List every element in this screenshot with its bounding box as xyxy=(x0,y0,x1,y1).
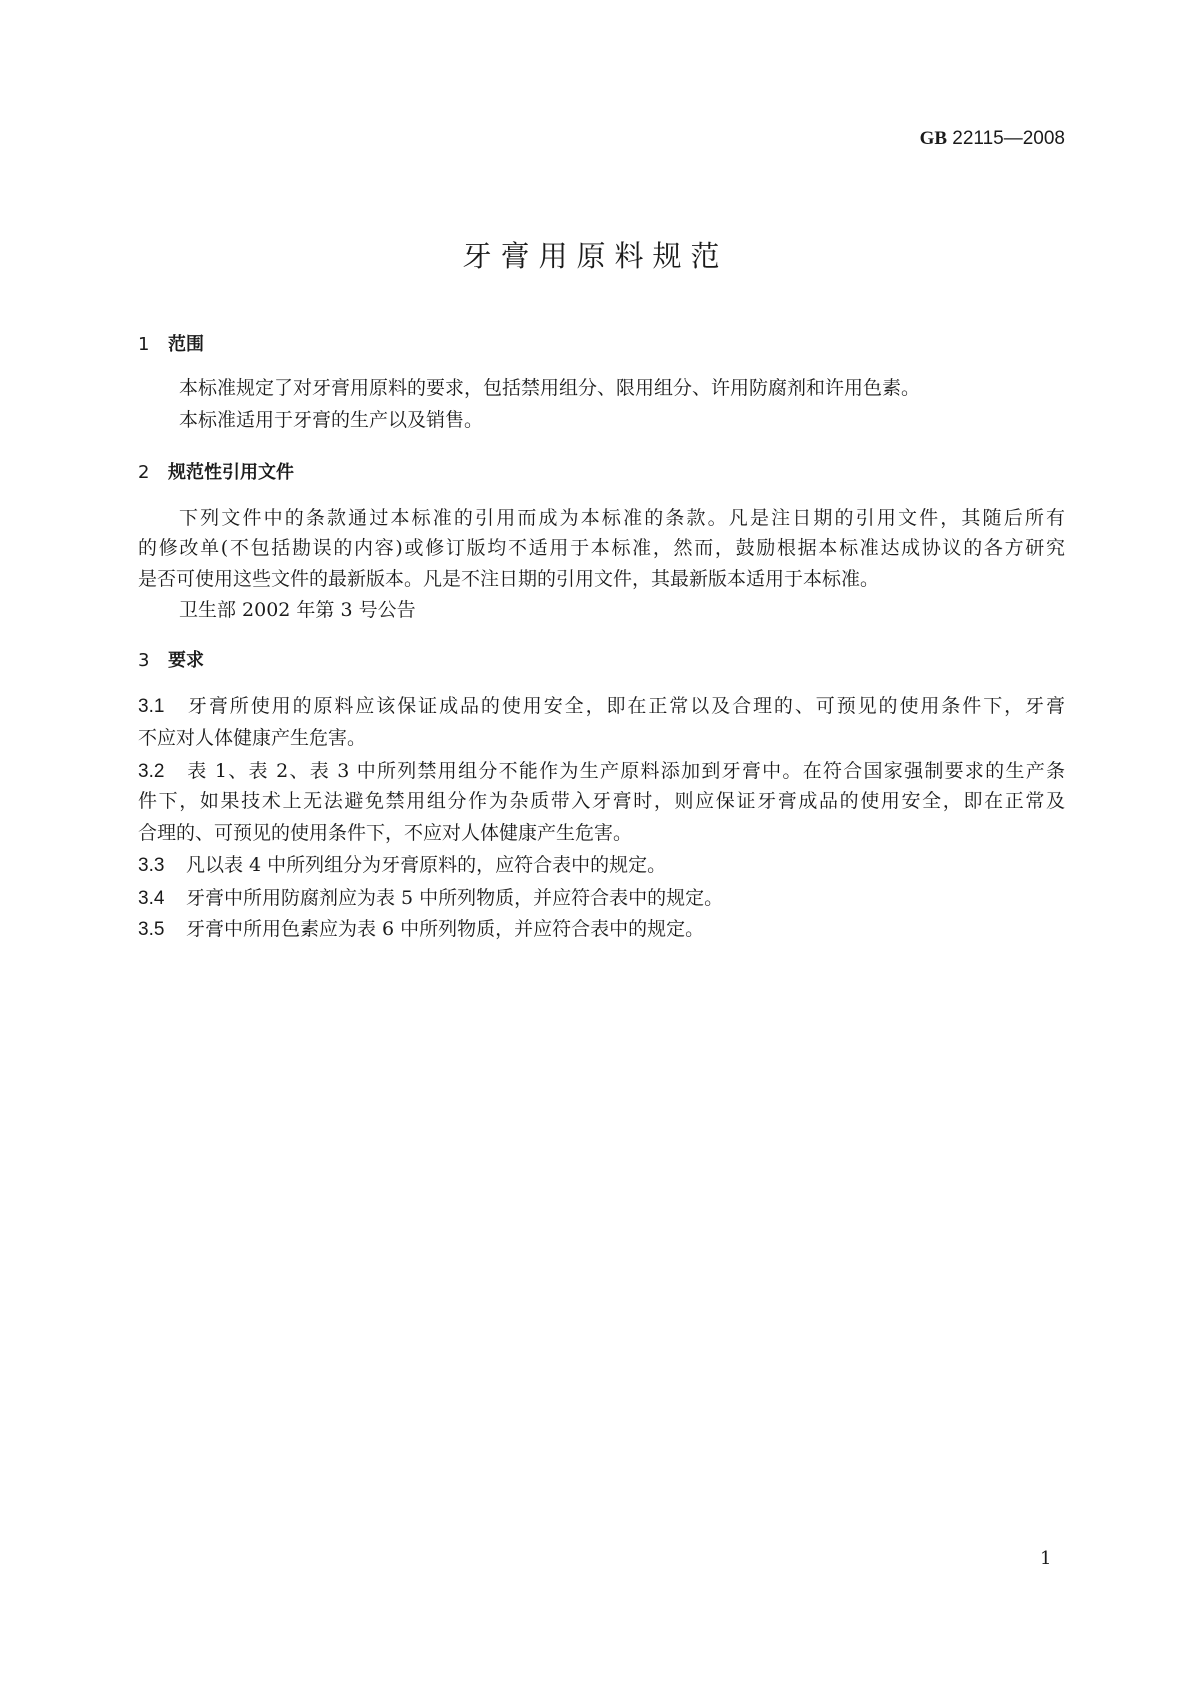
paragraph-line: 本标准适用于牙膏的生产以及销售。 xyxy=(179,409,484,431)
section-heading-normative-references xyxy=(138,458,294,484)
clause-text: 合理的、可预见的使用条件下，不应对人体健康产生危害。 xyxy=(138,822,633,844)
standard-code: 22115—2008 xyxy=(952,128,1065,149)
paragraph-line: 的修改单(不包括勘误的内容)或修订版均不适用于本标准，然而，鼓励根据本标准达成协议的各方研究 xyxy=(138,537,1065,559)
clause-text: 件下，如果技术上无法避免禁用组分作为杂质带入牙膏时，则应保证牙膏成品的使用安全，即在正常及 xyxy=(138,790,1065,812)
paragraph-line: 本标准规定了对牙膏用原料的要求，包括禁用组分、限用组分、许用防腐剂和许用色素。 xyxy=(179,377,921,399)
clause-3-5-line xyxy=(138,917,1065,942)
section-title: 要求 xyxy=(168,650,204,671)
clause-number: 3.5 xyxy=(138,919,165,940)
section-number: 2 xyxy=(138,462,150,483)
clause-number: 3.2 xyxy=(138,761,165,782)
referenced-document: 卫生部 2002 年第 3 号公告 xyxy=(179,599,416,621)
clause-text: 牙膏中所用防腐剂应为表 5 中所列物质，并应符合表中的规定。 xyxy=(186,887,724,909)
paragraph-line: 是否可使用这些文件的最新版本。凡是不注日期的引用文件，其最新版本适用于本标准。 xyxy=(138,568,880,590)
clause-number: 3.1 xyxy=(138,696,165,717)
clause-number: 3.4 xyxy=(138,888,165,909)
clause-text: 不应对人体健康产生危害。 xyxy=(138,727,367,749)
clause-number: 3.3 xyxy=(138,855,165,876)
clause-3-4-line xyxy=(138,886,1065,911)
paragraph-line: 下列文件中的条款通过本标准的引用而成为本标准的条款。凡是注日期的引用文件，其随后所有 xyxy=(179,507,1065,529)
section-heading-requirements xyxy=(138,646,204,672)
standard-prefix: GB xyxy=(919,128,948,149)
section-number: 1 xyxy=(138,334,150,355)
clause-3-3-line xyxy=(138,853,1065,878)
clause-text: 凡以表 4 中所列组分为牙膏原料的，应符合表中的规定。 xyxy=(186,854,667,876)
clause-text: 牙膏中所用色素应为表 6 中所列物质，并应符合表中的规定。 xyxy=(186,918,705,940)
clause-text: 牙膏所使用的原料应该保证成品的使用安全，即在正常以及合理的、可预见的使用条件下，牙膏 xyxy=(186,695,1065,717)
clause-text: 表 1、表 2、表 3 中所列禁用组分不能作为生产原料添加到牙膏中。在符合国家强制要求的生产条 xyxy=(186,760,1065,782)
clause-3-1-line xyxy=(138,694,1065,719)
section-title: 规范性引用文件 xyxy=(168,462,294,483)
section-number: 3 xyxy=(138,650,150,671)
section-heading-scope xyxy=(138,330,204,356)
page-number: 1 xyxy=(1040,1548,1052,1569)
document-title: 牙膏用原料规范 xyxy=(462,239,729,273)
section-title: 范围 xyxy=(168,334,204,355)
standard-number xyxy=(920,128,1065,150)
clause-3-2-line xyxy=(138,759,1065,784)
